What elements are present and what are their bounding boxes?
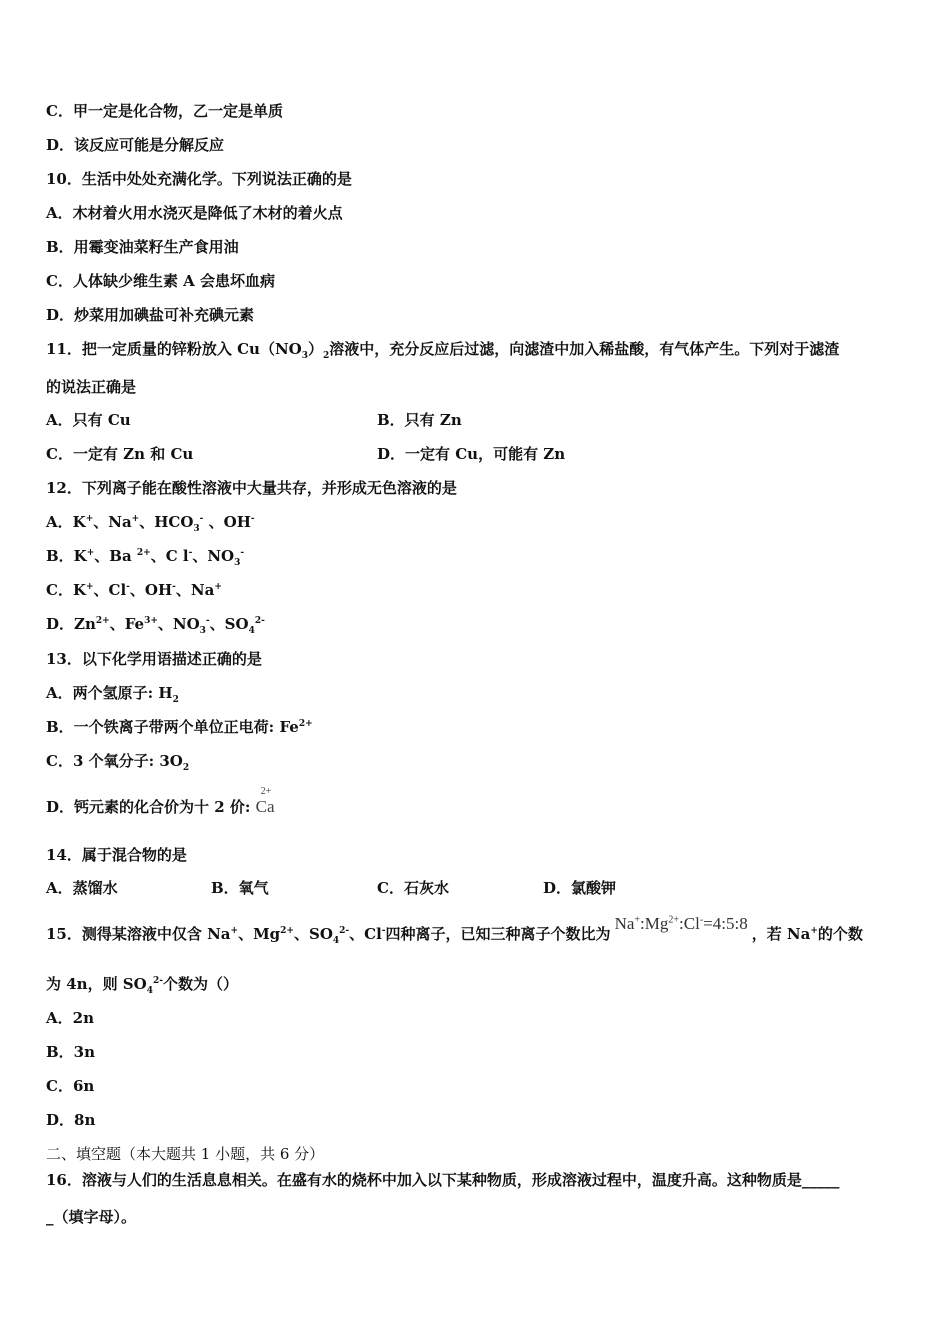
q11-option-d: D．一定有 Cu，可能有 Zn	[377, 445, 566, 463]
q15-option-d: D．8n	[46, 1111, 96, 1129]
q12-stem: 12．下列离子能在酸性溶液中大量共存，并形成无色溶液的是	[46, 479, 457, 497]
q9-option-d: D．该反应可能是分解反应	[46, 136, 225, 154]
q10-option-b: B．用霉变油菜籽生产食用油	[46, 238, 239, 256]
q12-option-a: A．K+、Na+、$HCO_3^-$ 、OH-	[46, 513, 255, 534]
q12-option-b: B．K+、Ba $^{2+}$、C l-、$NO_3^-$	[46, 547, 245, 568]
q14-option-b: B．氧气	[211, 879, 269, 897]
q10-option-d: D．炒菜用加碘盐可补充碘元素	[46, 306, 255, 324]
q15-option-b: B．3n	[46, 1043, 96, 1061]
q13-stem: 13．以下化学用语描述正确的是	[46, 650, 262, 668]
q10-option-a: A．木材着火用水浇灭是降低了木材的着火点	[46, 204, 343, 222]
q10-option-c: C．人体缺少维生素 A 会患坏血病	[46, 272, 276, 290]
q15-stem-line2: 为 4n，则 $SO_4^{2-}$个数为（）	[46, 975, 238, 996]
q10-stem: 10．生活中处处充满化学。下列说法正确的是	[46, 170, 352, 188]
q11-stem: 11．把一定质量的锌粉放入 $Cu(NO_3)_2$溶液中，充分反应后过滤，向滤渣中加入稀盐酸，有气体产生。下列对于滤渣	[46, 340, 840, 361]
q15-stem: 15．测得某溶液中仅含 Na+、$Mg^{2+}$、$SO_4^{2-}$、Cl-四种离子，已知三种离子个数比为$Na^+:Mg^{2+}:Cl^-=4:5:8$，若 Na+的个数	[46, 914, 863, 946]
calcium-valence-formula: 2+ Ca	[255, 786, 275, 816]
q12-option-d: D．$Zn^{2+}$、$Fe^{3+}$、$NO_3^-$、$SO_4^{2-}$	[46, 615, 265, 636]
ion-ratio-formula: $Na^+:Mg^{2+}:Cl^-=4:5:8$	[614, 914, 748, 933]
q16-stem-line2: _（填字母）。	[46, 1208, 137, 1226]
q14-stem: 14．属于混合物的是	[46, 846, 187, 864]
q14-option-c: C．石灰水	[377, 879, 449, 897]
q11-option-b: B．只有 Zn	[377, 411, 462, 429]
q11-option-c: C．一定有 Zn 和 Cu	[46, 445, 194, 463]
q13-option-d: D．钙元素的化合价为十 2 价: 2+ Ca	[46, 786, 275, 816]
q16-stem: 16．溶液与人们的生活息息相关。在盛有水的烧杯中加入以下某种物质，形成溶液过程中，温度升高。这种物质是_____	[46, 1171, 840, 1189]
q11-stem-line2: 的说法正确是	[46, 378, 137, 396]
q11-option-a: A．只有 Cu	[46, 411, 131, 429]
q13-option-b: B．一个铁离子带两个单位正电荷: $Fe^{2+}$	[46, 718, 313, 736]
q15-option-c: C．6n	[46, 1077, 95, 1095]
q15-option-a: A．2n	[46, 1009, 94, 1027]
section-2-heading: 二、填空题（本大题共 1 小题，共 6 分）	[46, 1145, 325, 1163]
q14-option-a: A．蒸馏水	[46, 879, 118, 897]
q14-option-d: D．氯酸钾	[543, 879, 617, 897]
q9-option-c: C．甲一定是化合物，乙一定是单质	[46, 102, 283, 120]
q13-option-a: A．两个氢原子: $H_2$	[46, 684, 179, 705]
q12-option-c: C．K+、Cl-、OH-、Na+	[46, 581, 222, 599]
q13-option-c: C．3 个氧分子: $3O_2$	[46, 752, 190, 773]
